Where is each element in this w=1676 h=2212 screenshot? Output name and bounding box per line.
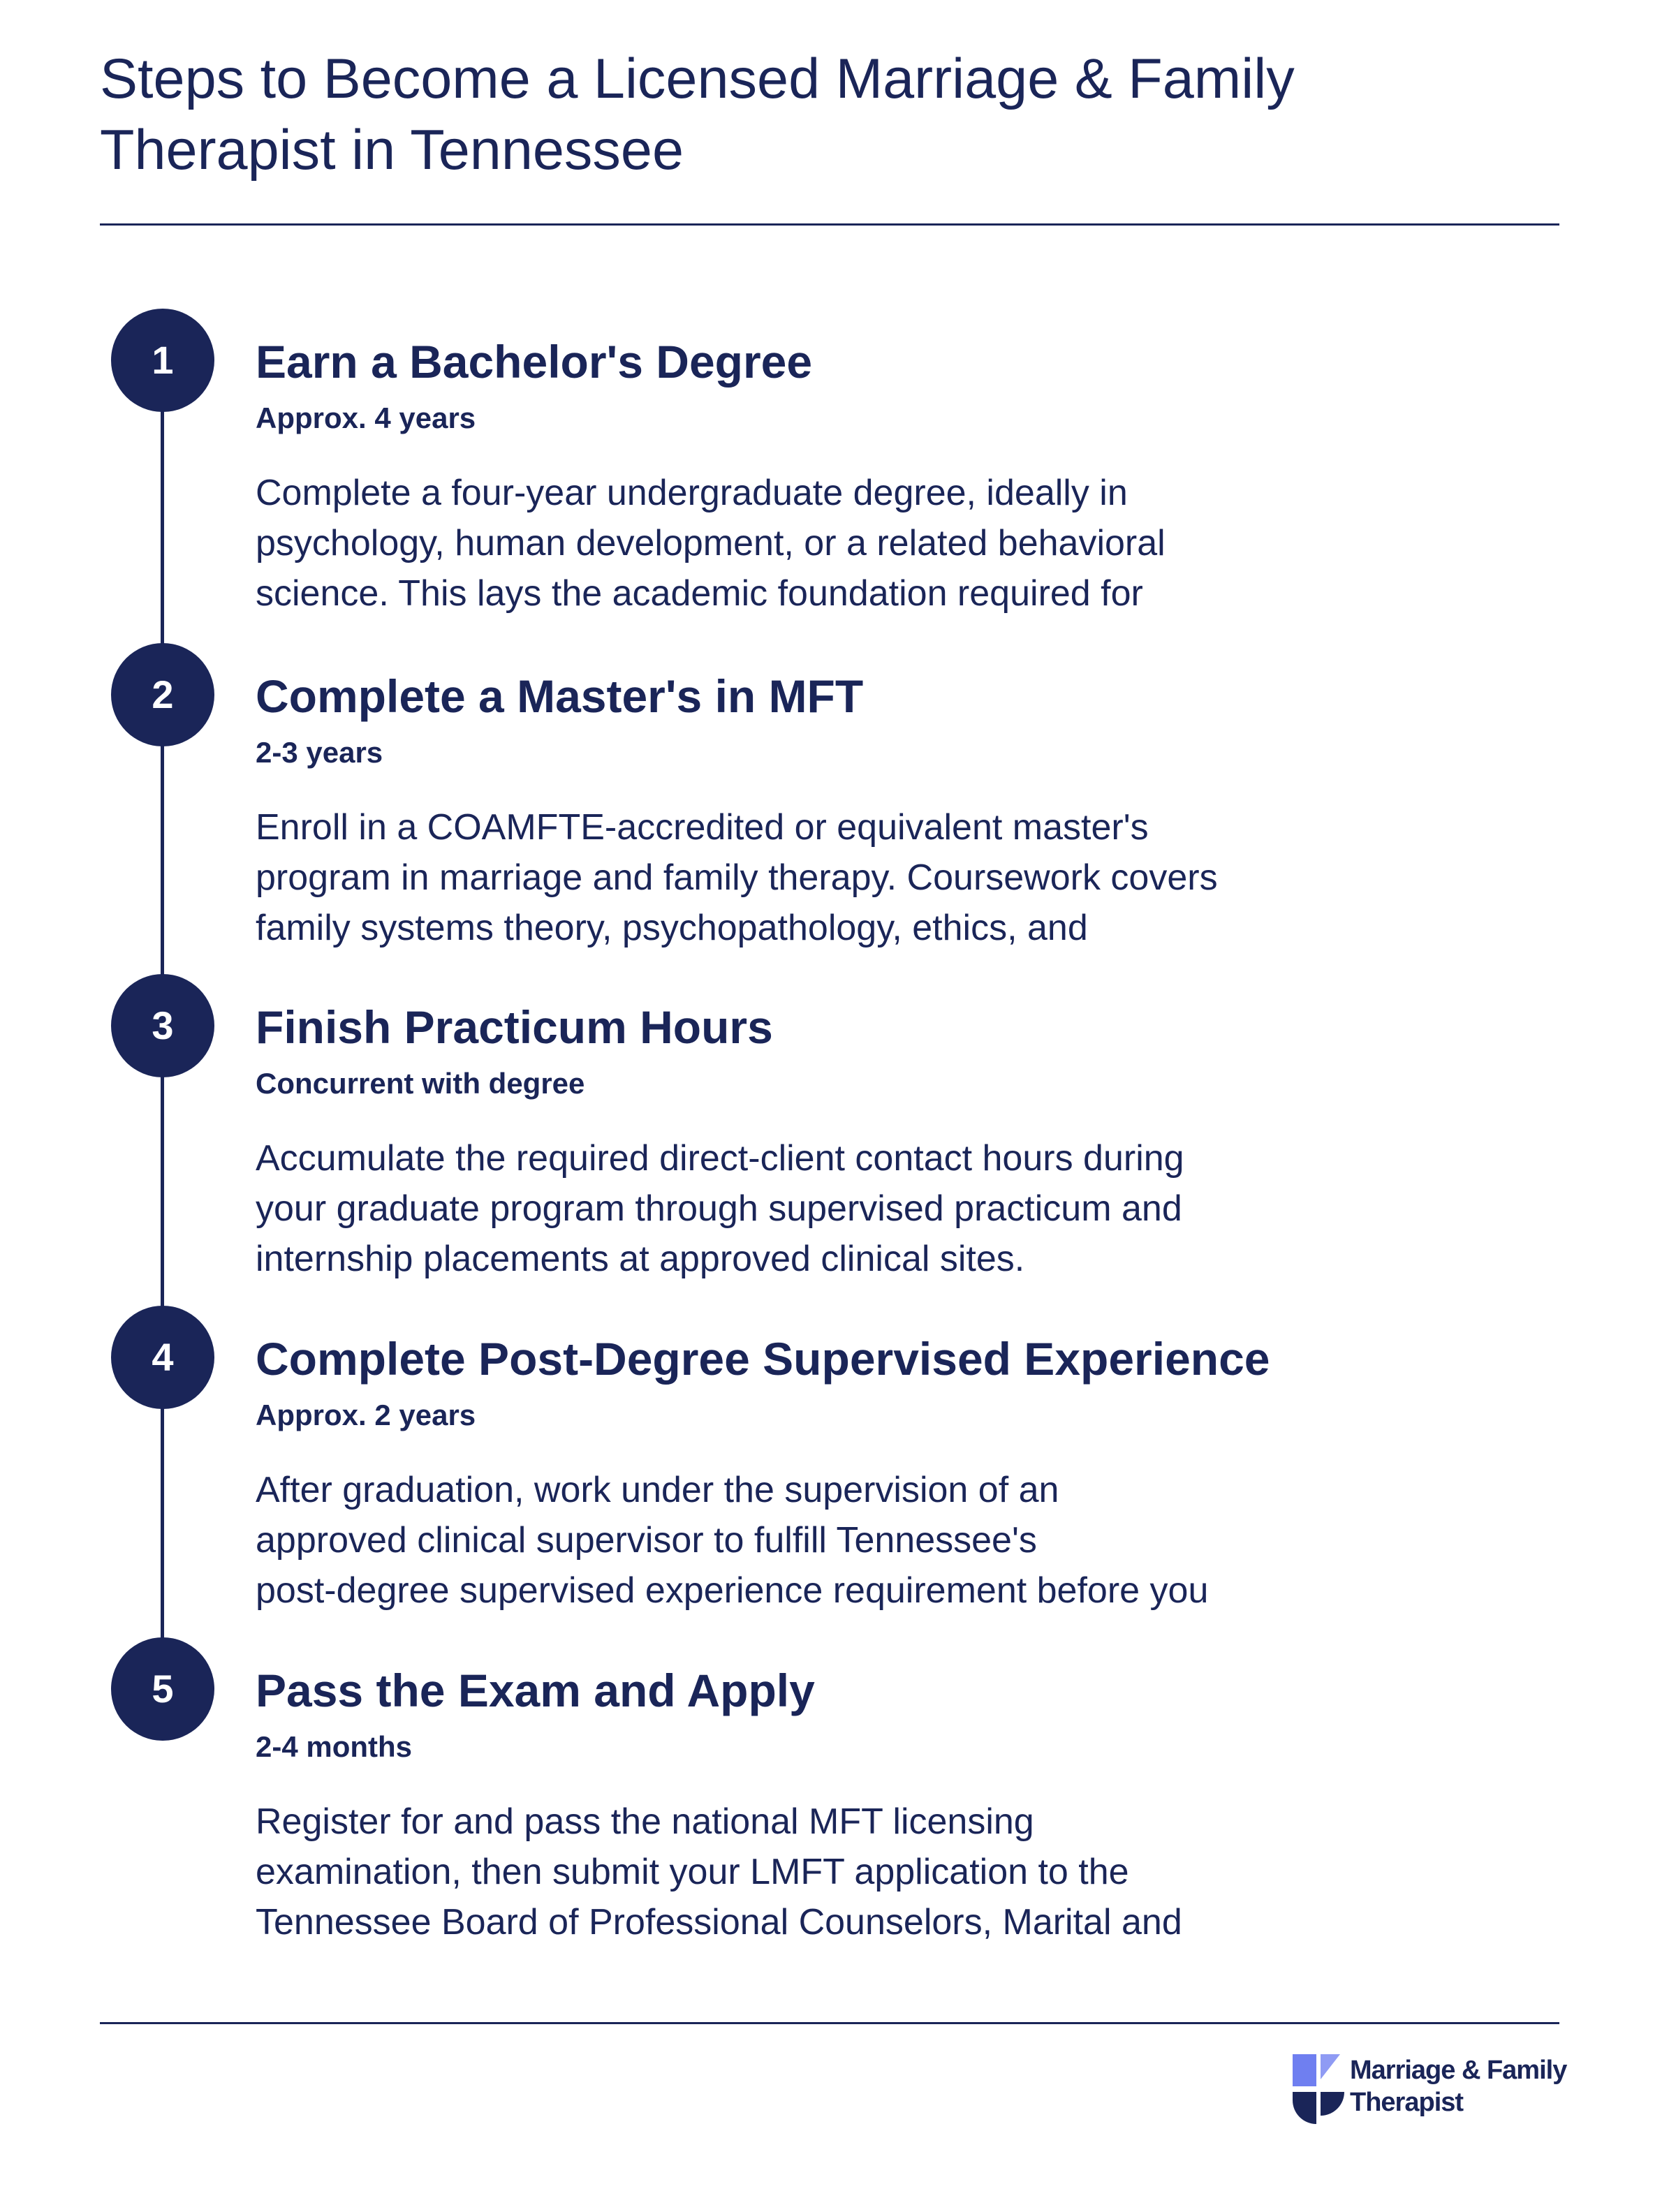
logo-wordmark <box>1350 2054 1566 2118</box>
step-description-line: Enroll in a COAMFTE-accredited or equivalent master's <box>256 807 1149 848</box>
step-description-line: Complete a four-year undergraduate degree, ideally in <box>256 473 1128 513</box>
step-description-line: your graduate program through supervised practicum and <box>256 1188 1182 1229</box>
step-number-badge: 2 <box>111 643 214 746</box>
step-description-line: Accumulate the required direct-client contact hours during <box>256 1138 1184 1179</box>
step-description-line: program in marriage and family therapy. Coursework covers <box>256 857 1218 898</box>
step-description-line: psychology, human development, or a related behavioral <box>256 523 1166 563</box>
mft-logo-icon <box>1288 2051 1350 2130</box>
step-duration: Approx. 4 years <box>256 401 476 434</box>
step-title: Pass the Exam and Apply <box>256 1665 815 1716</box>
step-description-line: science. This lays the academic foundation required for <box>256 573 1143 614</box>
step-5 <box>0 1637 1676 1942</box>
step-description-line: family systems theory, psychopathology, ethics, and <box>256 908 1088 948</box>
step-4 <box>0 1306 1676 1611</box>
page-title <box>100 43 1497 186</box>
step-title: Earn a Bachelor's Degree <box>256 336 813 388</box>
step-duration: Approx. 2 years <box>256 1399 476 1431</box>
step-3 <box>0 974 1676 1279</box>
step-description-line: Tennessee Board of Professional Counselors, Marital and <box>256 1902 1182 1942</box>
step-duration: Concurrent with degree <box>256 1067 585 1100</box>
step-duration: 2-4 months <box>256 1730 413 1763</box>
step-2 <box>0 643 1676 948</box>
top-divider <box>100 223 1559 226</box>
logo-text-line-2: Therapist <box>1350 2088 1464 2117</box>
page-title-line-2: Therapist in Tennessee <box>100 119 684 182</box>
footer-logo <box>1288 2051 1568 2130</box>
step-duration: 2-3 years <box>256 736 383 769</box>
page-title-line-1: Steps to Become a Licensed Marriage & Family <box>100 47 1295 110</box>
step-description <box>256 1465 1345 1616</box>
step-1 <box>0 309 1676 614</box>
step-description-line: post-degree supervised experience requirement before you <box>256 1570 1209 1611</box>
step-description <box>256 802 1345 953</box>
step-number-badge: 4 <box>111 1306 214 1409</box>
step-description <box>256 1133 1345 1284</box>
bottom-divider <box>100 2022 1559 2024</box>
step-number-badge: 1 <box>111 309 214 412</box>
step-description-line: Register for and pass the national MFT licensing <box>256 1801 1034 1842</box>
step-title: Finish Practicum Hours <box>256 1001 773 1053</box>
step-description-line: examination, then submit your LMFT application to the <box>256 1852 1129 1892</box>
step-description-line: approved clinical supervisor to fulfill Tennessee's <box>256 1520 1037 1561</box>
step-description-line: After graduation, work under the supervision of an <box>256 1470 1059 1510</box>
step-description-line: internship placements at approved clinical sites. <box>256 1239 1025 1279</box>
step-description <box>256 468 1345 619</box>
step-title: Complete a Master's in MFT <box>256 670 864 722</box>
step-description <box>256 1797 1345 1947</box>
step-number-badge: 3 <box>111 974 214 1077</box>
logo-text-line-1: Marriage & Family <box>1350 2056 1567 2085</box>
step-number-badge: 5 <box>111 1637 214 1741</box>
step-title: Complete Post-Degree Supervised Experience <box>256 1333 1270 1385</box>
